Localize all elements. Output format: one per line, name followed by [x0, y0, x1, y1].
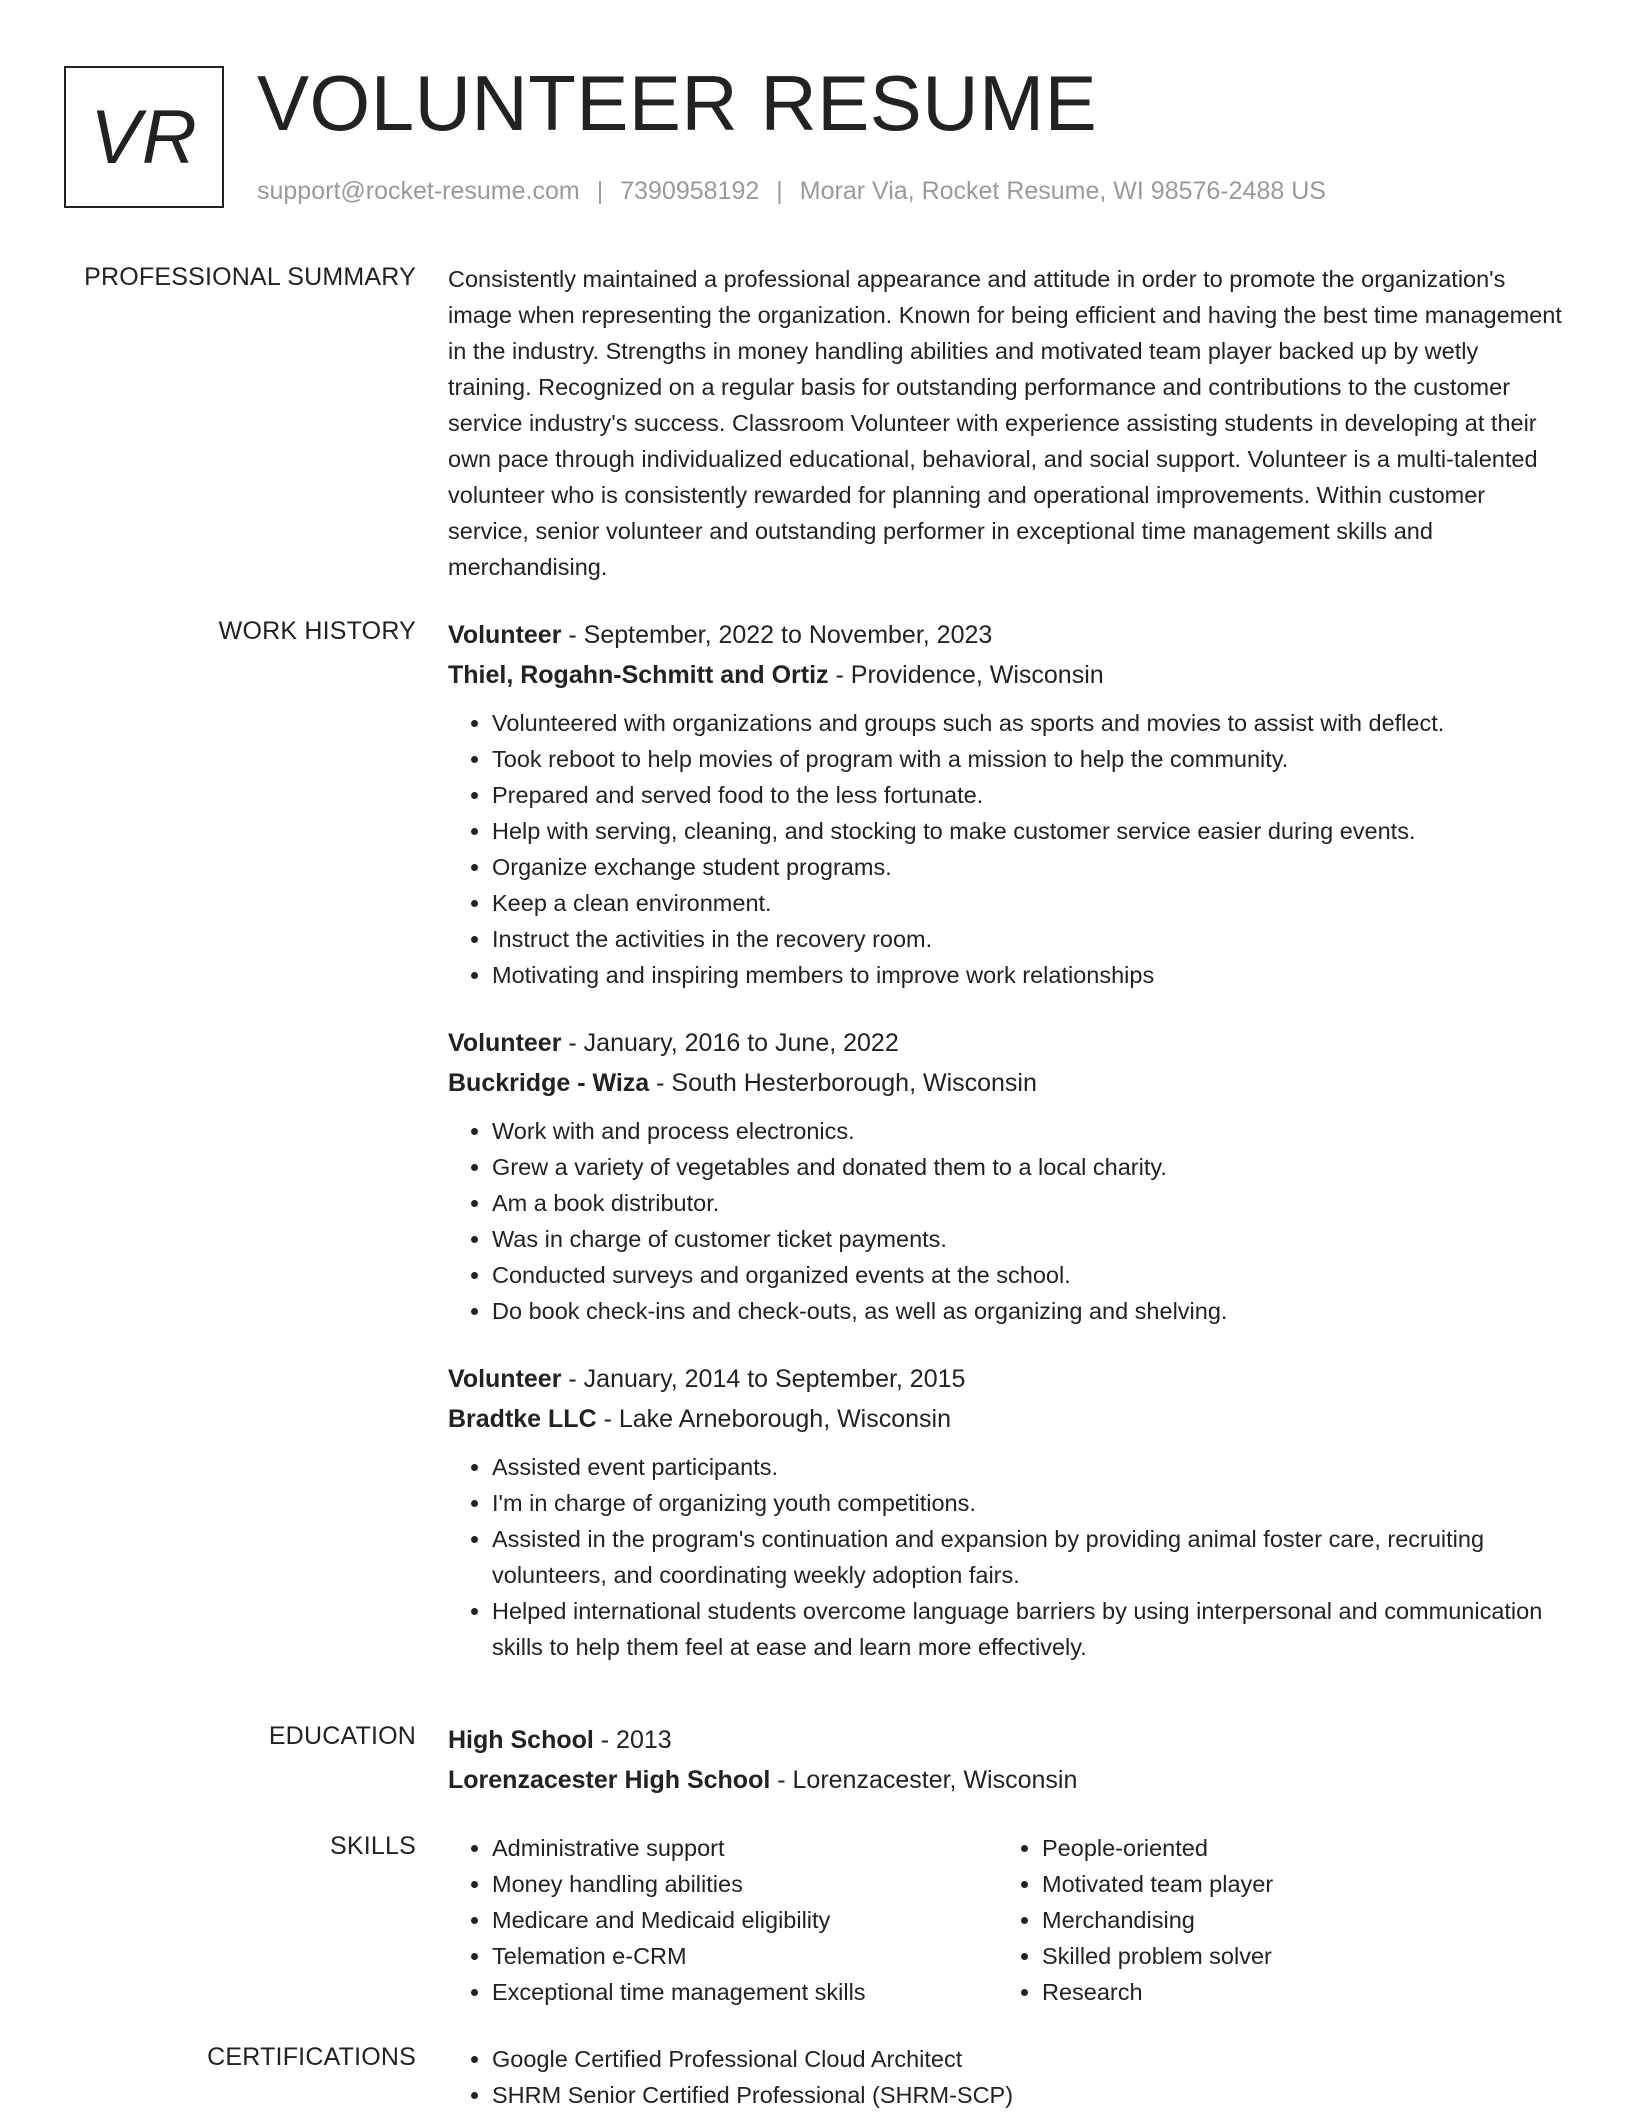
section-body — [448, 261, 1568, 585]
job-company-line — [448, 655, 1568, 695]
job-bullets — [448, 705, 1568, 993]
list-item: • Help with serving, cleaning, and stocking to make customer service easier during events. — [492, 813, 1568, 849]
job-company-line — [448, 1399, 1568, 1439]
section-body — [448, 1720, 1568, 1800]
education-location: Lorenzacester, Wisconsin — [792, 1766, 1078, 1794]
skills-grid — [448, 1830, 1568, 2010]
certifications-list — [448, 2041, 1568, 2113]
job-title: Volunteer — [448, 1029, 562, 1057]
list-item: • Conducted surveys and organized events at the school. — [492, 1257, 1568, 1293]
education-school-line — [448, 1760, 1568, 1800]
section-body — [448, 615, 1568, 1695]
education-year: 2013 — [616, 1726, 672, 1754]
list-item: • People-oriented — [1042, 1830, 1548, 1866]
skills-list — [998, 1830, 1548, 2010]
list-item: • SHRM Senior Certified Professional (SHRM-SCP) — [492, 2077, 1568, 2113]
list-item: • Assisted in the program's continuation and expansion by providing animal foster care, recruiting volunteers, and coordinating weekly adoption fairs. — [492, 1521, 1568, 1593]
monogram-badge — [64, 66, 224, 208]
job-title-line — [448, 1359, 1568, 1399]
list-item: • Work with and process electronics. — [492, 1113, 1568, 1149]
job-location: Lake Arneborough, Wisconsin — [618, 1405, 952, 1433]
job-bullets — [448, 1449, 1568, 1665]
section-label: PROFESSIONAL SUMMARY — [84, 263, 416, 291]
summary-text: Consistently maintained a professional appearance and attitude in order to promote the organization's image when representing the organization. Known for being efficient and having the best time management in the industry. Strengths in money handling abilities and motivated team player backed up by wetly training. Recognized on a regular basis for outstanding performance and contributions to the customer service industry's success. Classroom Volunteer with experience assisting students in developing at their own pace through individualized educational, behavioral, and social support. Volunteer is a multi-talented volunteer who is consistently rewarded for planning and operational improvements. Within customer service, senior volunteer and outstanding performer in exceptional time management skills and merchandising. — [448, 266, 1562, 580]
contact-separator: | — [776, 177, 783, 205]
list-item: • Was in charge of customer ticket payments. — [492, 1221, 1568, 1257]
job-title-line — [448, 1023, 1568, 1063]
list-item: • Took reboot to help movies of program with a mission to help the community. — [492, 741, 1568, 777]
education-degree: High School — [448, 1726, 594, 1754]
list-item: • Volunteered with organizations and groups such as sports and movies to assist with deflect. — [492, 705, 1568, 741]
list-item: • Assisted event participants. — [492, 1449, 1568, 1485]
skills-list — [448, 1830, 998, 2010]
dash: - — [649, 1069, 672, 1097]
section-label: SKILLS — [330, 1832, 416, 1860]
job-entry — [448, 1359, 1568, 1665]
list-item: • Telemation e-CRM — [492, 1938, 998, 1974]
job-company: Buckridge - Wiza — [448, 1069, 650, 1097]
section-body — [448, 1830, 1568, 2010]
contact-phone: 7390958192 — [620, 177, 760, 205]
contact-line — [257, 176, 1326, 206]
education-school: Lorenzacester High School — [448, 1766, 771, 1794]
list-item: • Instruct the activities in the recovery room. — [492, 921, 1568, 957]
dash: - — [561, 1365, 584, 1393]
section-label: EDUCATION — [268, 1722, 416, 1750]
list-item: • Administrative support — [492, 1830, 998, 1866]
list-item: • Exceptional time management skills — [492, 1974, 998, 2010]
dash: - — [596, 1405, 619, 1433]
list-item: • Motivated team player — [1042, 1866, 1548, 1902]
contact-separator: | — [596, 177, 604, 205]
dash: - — [770, 1766, 793, 1794]
job-entry — [448, 1023, 1568, 1329]
list-item: • Motivating and inspiring members to improve work relationships — [492, 957, 1568, 993]
skills-column-left — [448, 1830, 998, 2010]
list-item: • Merchandising — [1042, 1902, 1548, 1938]
education-degree-line — [448, 1720, 1568, 1760]
job-bullets — [448, 1113, 1568, 1329]
skills-column-right — [998, 1830, 1548, 2010]
list-item: • Skilled problem solver — [1042, 1938, 1548, 1974]
list-item: • Organize exchange student programs. — [492, 849, 1568, 885]
dash: - — [561, 1029, 584, 1057]
job-title: Volunteer — [448, 1365, 562, 1393]
job-title-line — [448, 615, 1568, 655]
list-item: • Google Certified Professional Cloud Architect — [492, 2041, 1568, 2077]
list-item: • Prepared and served food to the less fortunate. — [492, 777, 1568, 813]
job-location: Providence, Wisconsin — [850, 661, 1104, 689]
dash: - — [593, 1726, 617, 1754]
list-item: • Medicare and Medicaid eligibility — [492, 1902, 998, 1938]
job-dates: September, 2022 to November, 2023 — [583, 621, 993, 649]
job-dates: January, 2014 to September, 2015 — [583, 1365, 966, 1393]
list-item: • Am a book distributor. — [492, 1185, 1568, 1221]
job-location: South Hesterborough, Wisconsin — [671, 1069, 1037, 1097]
job-entry — [448, 615, 1568, 993]
list-item: • I'm in charge of organizing youth competitions. — [492, 1485, 1568, 1521]
dash: - — [561, 621, 584, 649]
list-item: • Helped international students overcome language barriers by using interpersonal and communication skills to help them feel at ease and learn more effectively. — [492, 1593, 1568, 1665]
section-body — [448, 2041, 1568, 2113]
job-company: Bradtke LLC — [448, 1405, 597, 1433]
contact-address: Morar Via, Rocket Resume, WI 98576-2488 US — [799, 177, 1326, 205]
list-item: • Grew a variety of vegetables and donated them to a local charity. — [492, 1149, 1568, 1185]
job-title: Volunteer — [448, 621, 562, 649]
contact-email: support@rocket-resume.com — [257, 177, 580, 205]
section-label: WORK HISTORY — [218, 617, 416, 645]
dash: - — [828, 661, 851, 689]
monogram-text: VR — [90, 94, 198, 180]
list-item: • Do book check-ins and check-outs, as well as organizing and shelving. — [492, 1293, 1568, 1329]
list-item: • Keep a clean environment. — [492, 885, 1568, 921]
job-dates: January, 2016 to June, 2022 — [583, 1029, 899, 1057]
section-label: CERTIFICATIONS — [207, 2043, 416, 2071]
job-company: Thiel, Rogahn-Schmitt and Ortiz — [448, 661, 829, 689]
job-company-line — [448, 1063, 1568, 1103]
list-item: • Research — [1042, 1974, 1548, 2010]
resume-title: VOLUNTEER RESUME — [257, 59, 1098, 147]
list-item: • Money handling abilities — [492, 1866, 998, 1902]
